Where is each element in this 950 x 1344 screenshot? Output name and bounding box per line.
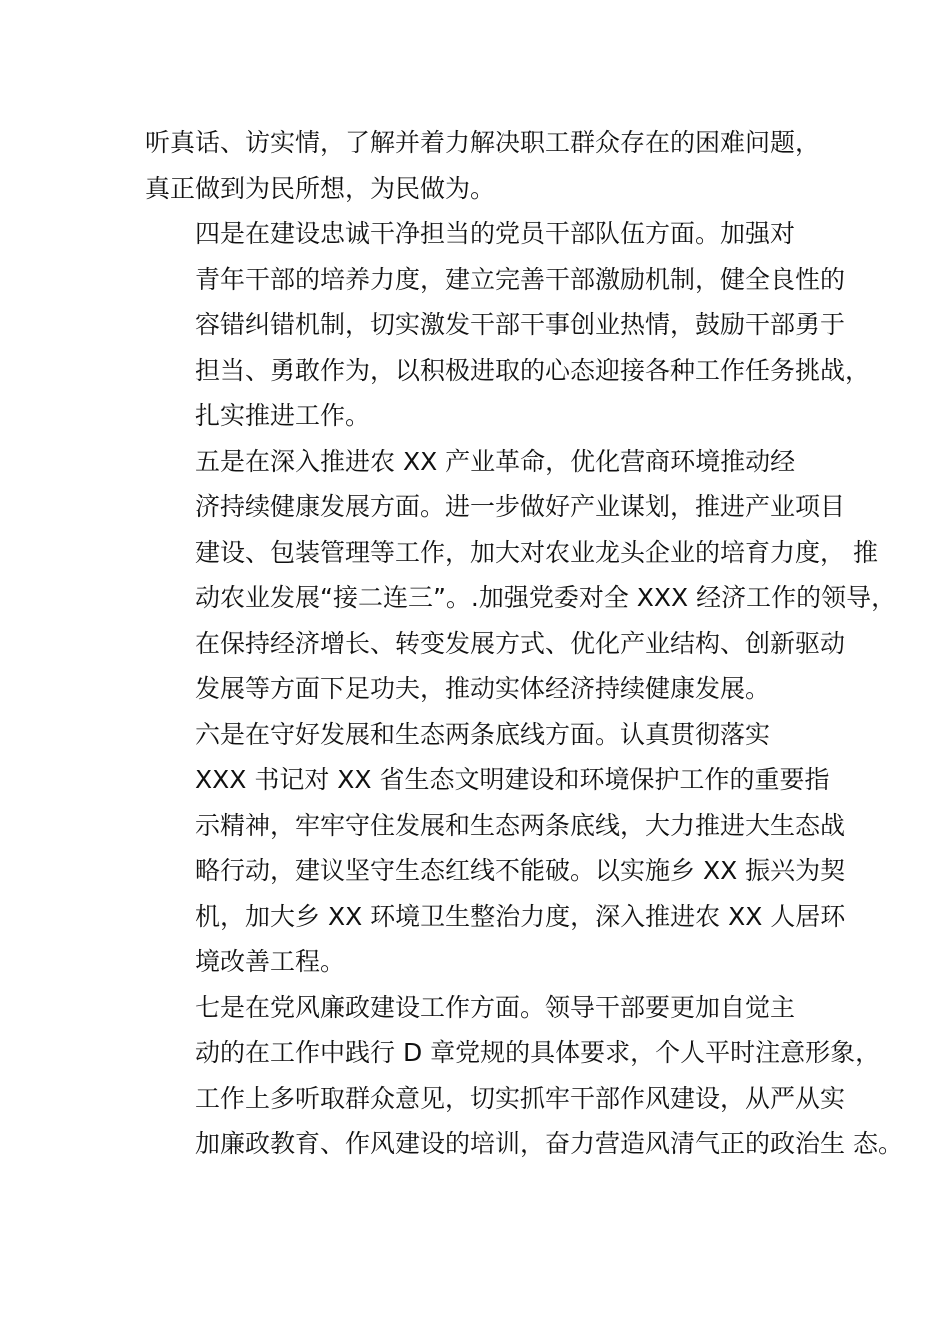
text-line: 扎实推进工作。 (195, 401, 371, 430)
text-line: 建设、包装管理等工作，加大对农业龙头企业的培育力度， 推 (195, 537, 878, 567)
paragraph-3 (145, 439, 897, 712)
text-line: 容错纠错机制，切实激发干部干事创业热情，鼓励干部勇于 (195, 310, 846, 339)
text-line: XXX 书记对 XX 省生态文明建设和环境保护工作的重要指 (195, 765, 830, 794)
text-line: 青年干部的培养力度，建立完善干部激励机制，健全良性的 (195, 264, 846, 294)
text-line: 发展等方面下足功夫，推动实体经济持续健康发展。 (195, 674, 771, 703)
document-body (145, 120, 903, 1167)
text-line: 动的在工作中践行 D 章党规的具体要求，个人平时注意形象， (195, 1038, 881, 1067)
text-line: 在保持经济增长、转变发展方式、优化产业结构、创新驱动 (195, 628, 846, 658)
paragraph-2 (145, 211, 871, 439)
text-line: 机，加大乡 XX 环境卫生整治力度，深入推进农 XX 人居环 (195, 901, 846, 931)
text-line: 加廉政教育、作风建设的培训，奋力营造风清气正的政治生 态。 (195, 1129, 903, 1158)
paragraph-1 (145, 120, 820, 211)
text-line: 五是在深入推进农 XX 产业革命，优化营商环境推动经 (195, 446, 796, 476)
text-line: 略行动，建议坚守生态红线不能破。以实施乡 XX 振兴为契 (195, 856, 846, 885)
text-line: 七是在党风廉政建设工作方面。领导干部要更加自觉主 (195, 992, 796, 1022)
text-line: 四是在建设忠诚干净担当的党员干部队伍方面。加强对 (195, 219, 796, 248)
paragraph-4 (145, 712, 846, 985)
text-line: 听真话、访实情，了解并着力解决职工群众存在的困难问题， (145, 128, 821, 157)
text-line: 六是在守好发展和生态两条底线方面。认真贯彻落实 (195, 719, 771, 749)
paragraph-5 (145, 985, 903, 1167)
text-line: 境改善工程。 (195, 947, 346, 976)
text-line: 济持续健康发展方面。进一步做好产业谋划，推进产业项目 (195, 492, 846, 521)
text-line: 真正做到为民所想，为民做为。 (145, 173, 496, 203)
text-line: 示精神，牢牢守住发展和生态两条底线，大力推进大生态战 (195, 810, 846, 840)
text-line: 动农业发展“接二连三”。.加强党委对全 XXX 经济工作的领导， (195, 583, 897, 612)
text-line: 工作上多听取群众意见，切实抓牢干部作风建设，从严从实 (195, 1083, 846, 1113)
text-line: 担当、勇敢作为，以积极进取的心态迎接各种工作任务挑战， (195, 355, 871, 385)
